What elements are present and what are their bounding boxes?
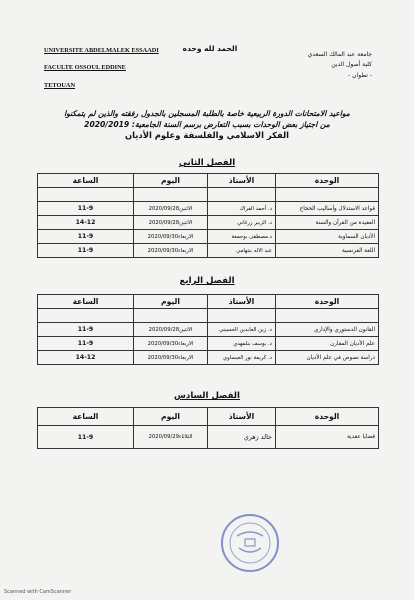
university-header-latin <box>44 48 159 100</box>
cell-professor: د. الزبير زرغاني <box>208 216 276 230</box>
cell-day <box>134 309 208 323</box>
cell-day: الثلاثاء2020/09/29 <box>134 426 208 449</box>
cell-subject: الأديان السماوية <box>276 230 379 244</box>
column-header-day: اليوم <box>134 174 208 188</box>
cell-professor: عبد الاله بنتهامي <box>208 244 276 258</box>
section-title-semester-6: الفصل السادس <box>174 391 240 401</box>
schedule-table-semester-6 <box>37 407 379 449</box>
cell-subject: قضايا عقدية <box>276 426 379 449</box>
column-header-subject: الوحدة <box>276 408 379 426</box>
header-ar-university: جامعة عبد المالك السعدي <box>307 51 372 58</box>
cell-professor: د. زين العابدين الحسيني <box>208 323 276 337</box>
column-header-professor: الأستاذ <box>208 408 276 426</box>
cell-hour: 14-12 <box>38 351 134 365</box>
cell-day: الاربعاء2020/09/30 <box>134 351 208 365</box>
announcement-line-3: الفكر الاسلامي والفلسفة وعلوم الأديان <box>124 130 290 140</box>
cell-subject: علم الأديان المقارن <box>276 337 379 351</box>
cell-subject: دراسة نصوص في علم الأديان <box>276 351 379 365</box>
column-header-subject: الوحدة <box>276 295 379 309</box>
cell-day: الاربعاء2020/09/30 <box>134 337 208 351</box>
cell-day: الاثنين2020/09/28 <box>134 202 208 216</box>
cell-day <box>134 188 208 202</box>
table-row <box>38 309 379 323</box>
cell-day: الاربعاء2020/09/30 <box>134 244 208 258</box>
table-row <box>38 188 379 202</box>
cell-hour: 11-9 <box>38 202 134 216</box>
cell-hour <box>38 309 134 323</box>
section-title-semester-2: الفصل الثاني <box>178 158 236 168</box>
header-ar-city: - تطوان - <box>348 71 372 79</box>
table-row <box>38 216 379 230</box>
column-header-day: اليوم <box>134 408 208 426</box>
scanner-watermark: Scanned with CamScanner <box>4 589 72 595</box>
university-header-arabic <box>292 50 372 81</box>
cell-subject <box>276 188 379 202</box>
cell-subject: اللغة الفرنسية <box>276 244 379 258</box>
cell-professor: د. كريمة نور العيساوي <box>208 351 276 365</box>
cell-subject <box>276 309 379 323</box>
cell-professor: خالد زهري <box>208 426 276 449</box>
faculty-stamp <box>219 512 281 574</box>
cell-subject: القانون الدستوري والإداري <box>276 323 379 337</box>
column-header-professor: الأستاذ <box>208 295 276 309</box>
table-row <box>38 202 379 216</box>
column-header-hour: الساعة <box>38 174 134 188</box>
table-row <box>38 337 379 351</box>
announcement-line-1: مواعيد الامتحانات الدورة الربيعية خاصة بالطلبة المسجلين بالجدول رفقته والذين لم يتمكنوا <box>64 109 350 118</box>
table-row <box>38 323 379 337</box>
cell-hour: 11-9 <box>38 244 134 258</box>
column-header-day: اليوم <box>134 295 208 309</box>
announcement <box>26 108 388 141</box>
cell-hour: 11-9 <box>38 337 134 351</box>
header-city: TETOUAN <box>44 81 76 89</box>
schedule-table-semester-2 <box>37 173 379 258</box>
cell-day: الاثنين2020/09/28 <box>134 216 208 230</box>
column-header-hour: الساعة <box>38 408 134 426</box>
table-row <box>38 244 379 258</box>
cell-hour: 11-9 <box>38 323 134 337</box>
schedule-table-semester-4 <box>37 294 379 365</box>
cell-hour <box>38 188 134 202</box>
section-title-semester-4: الفصل الرابع <box>179 276 235 286</box>
cell-hour: 11-9 <box>38 426 134 449</box>
column-header-subject: الوحدة <box>276 174 379 188</box>
invocation-text: الحمد لله وحده <box>182 44 238 53</box>
table-row <box>38 230 379 244</box>
column-header-hour: الساعة <box>38 295 134 309</box>
cell-day: الاثنين2020/09/28 <box>134 323 208 337</box>
cell-hour: 14-12 <box>38 216 134 230</box>
table-row <box>38 351 379 365</box>
cell-professor: د. أحمد الفراك <box>208 202 276 216</box>
cell-professor: د.مصطفى بوجمعة <box>208 230 276 244</box>
cell-professor <box>208 188 276 202</box>
cell-hour: 11-9 <box>38 230 134 244</box>
header-ar-faculty: كلية أصول الدين <box>331 61 372 69</box>
announcement-line-2: من اجتياز بعض الوحدات بسبب التعارض برسم السنة الجامعية: 2020/2019 <box>84 120 330 129</box>
cell-subject: العقيدة من القرآن والسنة <box>276 216 379 230</box>
cell-professor: د. يوسف بنلمهدي <box>208 337 276 351</box>
cell-day: الاربعاء2020/09/30 <box>134 230 208 244</box>
column-header-professor: الأستاذ <box>208 174 276 188</box>
table-row <box>38 426 379 449</box>
header-university: UNIVERSITE ABDELMALEK ESSAADI <box>44 47 159 54</box>
cell-subject: قواعد الاستدلال وأساليب الحجاج <box>276 202 379 216</box>
cell-professor <box>208 309 276 323</box>
header-faculty: FACULTE OSSOUL EDDINE <box>44 64 126 72</box>
